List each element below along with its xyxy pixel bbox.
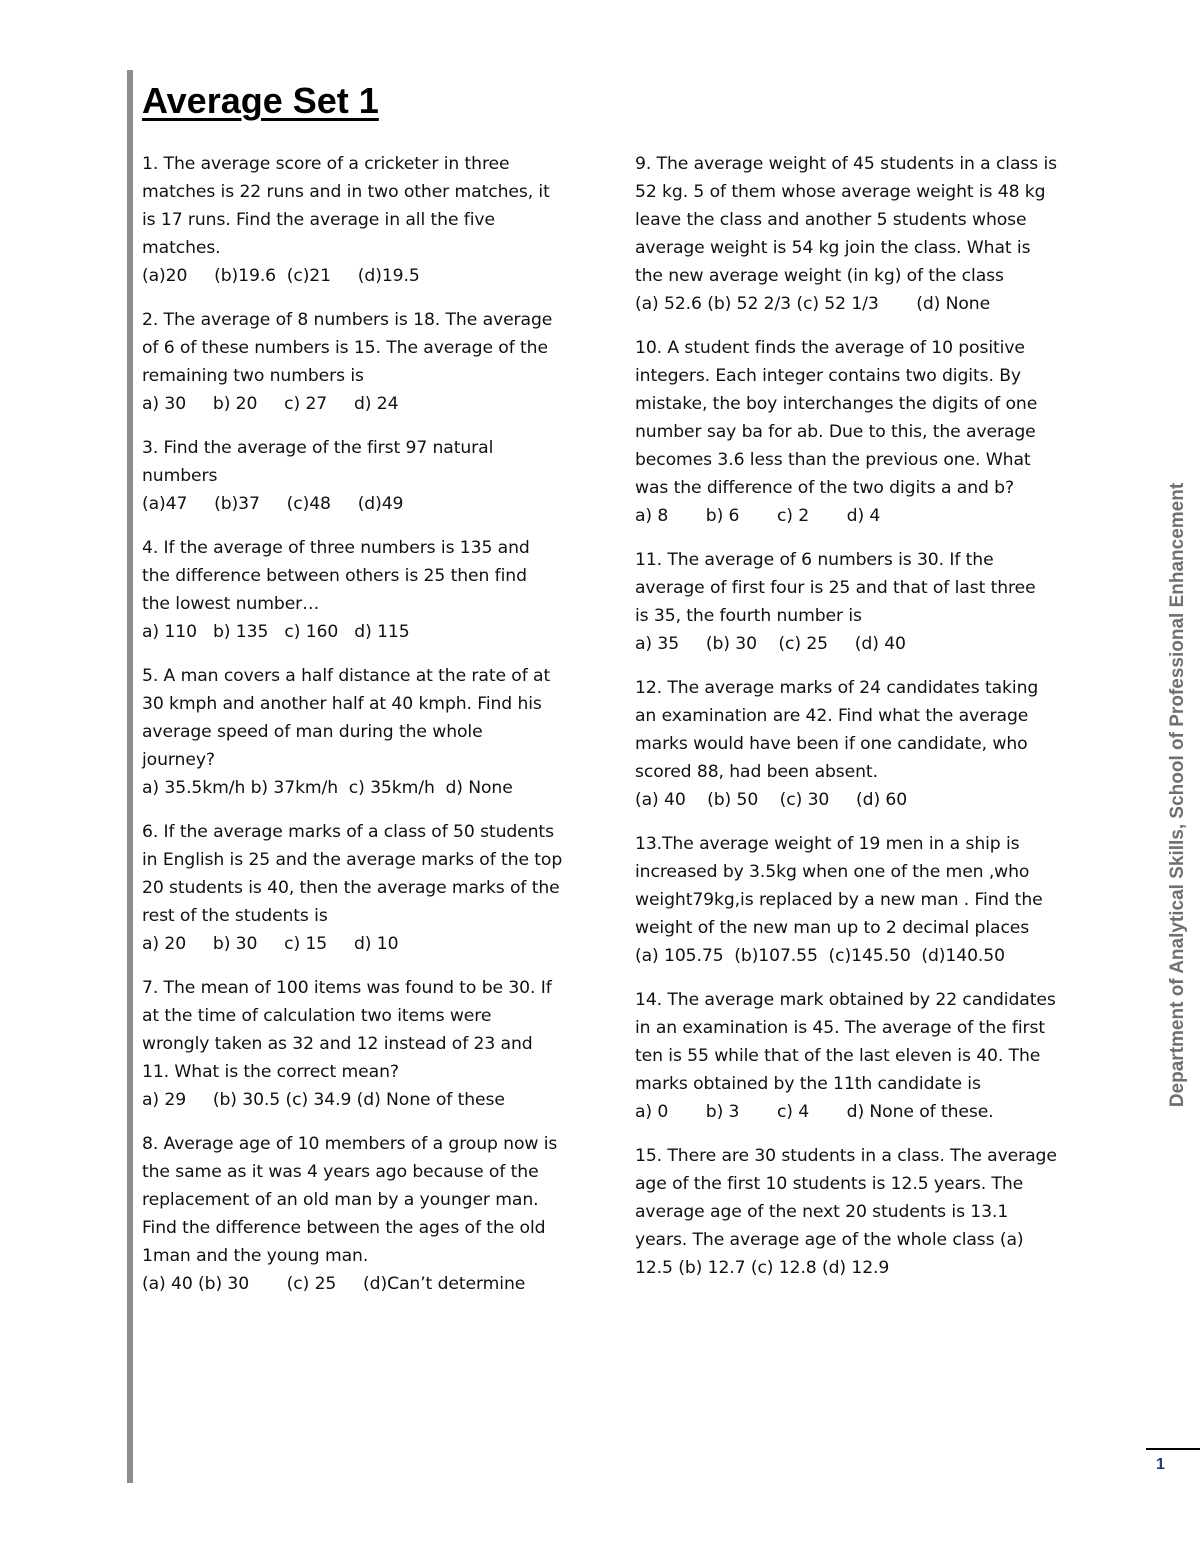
question-options: a) 0 b) 3 c) 4 d) None of these.: [635, 1102, 994, 1122]
question-text: 3. Find the average of the first 97 natural numbers: [142, 438, 494, 486]
question-options: a) 20 b) 30 c) 15 d) 10: [142, 934, 399, 954]
question-options: (a) 40 (b) 50 (c) 30 (d) 60: [635, 790, 908, 810]
question-text: 14. The average mark obtained by 22 candidates in an examination is 45. The average of the first ten is 55 while that of the last eleven is 40. The marks obtained by the 11th candidate is: [635, 990, 1056, 1094]
question-options: (a)20 (b)19.6 (c)21 (d)19.5: [142, 266, 420, 286]
question-text: 11. The average of 6 numbers is 30. If the average of first four is 25 and that of last three is 35, the fourth number is: [635, 550, 1036, 626]
question-text: 4. If the average of three numbers is 135 and the difference between others is 25 then find the lowest number…: [142, 538, 530, 614]
question-options: a) 35.5km/h b) 37km/h c) 35km/h d) None: [142, 778, 513, 798]
question-5: [142, 662, 572, 802]
question-text: 8. Average age of 10 members of a group now is the same as it was 4 years ago because of the replacement of an old man by a younger man. Find the difference between the ages of the old 1man and the young man.: [142, 1134, 558, 1266]
question-6: [142, 818, 572, 958]
question-options: (a)47 (b)37 (c)48 (d)49: [142, 494, 404, 514]
question-text: 15. There are 30 students in a class. The average age of the first 10 students is 12.5 years. The average age of the next 20 students is 13.1 years. The average age of the whole class (a) 12.5 (b) 12.7 (c) 12.8 (d) 12.9: [635, 1146, 1057, 1278]
left-column: [142, 150, 572, 1314]
question-text: 1. The average score of a cricketer in three matches is 22 runs and in two other matches, it is 17 runs. Find the average in all the five matches.: [142, 154, 550, 258]
footer-rule: [1146, 1448, 1200, 1450]
question-4: [142, 534, 572, 646]
question-options: (a) 52.6 (b) 52 2/3 (c) 52 1/3 (d) None: [635, 294, 991, 314]
question-14: [635, 986, 1067, 1126]
question-13: [635, 830, 1067, 970]
department-sidebar-text: Department of Analytical Skills, School of Professional Enhancement: [1167, 482, 1188, 1108]
question-7: [142, 974, 572, 1114]
question-3: [142, 434, 572, 518]
question-options: a) 8 b) 6 c) 2 d) 4: [635, 506, 881, 526]
left-margin-rule: [127, 70, 133, 1483]
question-text: 13.The average weight of 19 men in a ship is increased by 3.5kg when one of the men ,who weight79kg,is replaced by a new man . Find the weight of the new man up to 2 decimal places: [635, 834, 1043, 938]
question-2: [142, 306, 572, 418]
question-text: 12. The average marks of 24 candidates taking an examination are 42. Find what the average marks would have been if one candidate, who scored 88, had been absent.: [635, 678, 1039, 782]
question-options: a) 110 b) 135 c) 160 d) 115: [142, 622, 410, 642]
question-8: [142, 1130, 572, 1298]
question-12: [635, 674, 1067, 814]
question-10: [635, 334, 1067, 530]
question-options: a) 29 (b) 30.5 (c) 34.9 (d) None of these: [142, 1090, 505, 1110]
page-title: Average Set 1: [142, 80, 379, 121]
question-options: a) 30 b) 20 c) 27 d) 24: [142, 394, 399, 414]
question-text: 6. If the average marks of a class of 50 students in English is 25 and the average marks of the top 20 students is 40, then the average marks of the rest of the students is: [142, 822, 563, 926]
question-text: 5. A man covers a half distance at the rate of at 30 kmph and another half at 40 kmph. Find his average speed of man during the whole journey?: [142, 666, 551, 770]
question-text: 2. The average of 8 numbers is 18. The average of 6 of these numbers is 15. The average of the remaining two numbers is: [142, 310, 553, 386]
question-text: 7. The mean of 100 items was found to be 30. If at the time of calculation two items were wrongly taken as 32 and 12 instead of 23 and 11. What is the correct mean?: [142, 978, 552, 1082]
question-text: 9. The average weight of 45 students in a class is 52 kg. 5 of them whose average weight is 48 kg leave the class and another 5 students whose average weight is 54 kg join the class. What is the new average weight (in kg) of the class: [635, 154, 1058, 286]
question-11: [635, 546, 1067, 658]
page-number: 1: [1156, 1456, 1165, 1473]
question-text: 10. A student finds the average of 10 positive integers. Each integer contains two digits. By mistake, the boy interchanges the digits of one number say ba for ab. Due to this, the average becomes 3.6 less than the previous one. What was the difference of the two digits a and b?: [635, 338, 1038, 498]
question-options: a) 35 (b) 30 (c) 25 (d) 40: [635, 634, 906, 654]
question-9: [635, 150, 1067, 318]
question-options: (a) 105.75 (b)107.55 (c)145.50 (d)140.50: [635, 946, 1005, 966]
question-options: (a) 40 (b) 30 (c) 25 (d)Can’t determine: [142, 1274, 526, 1294]
right-column: [635, 150, 1067, 1298]
question-1: [142, 150, 572, 290]
question-15: [635, 1142, 1067, 1282]
